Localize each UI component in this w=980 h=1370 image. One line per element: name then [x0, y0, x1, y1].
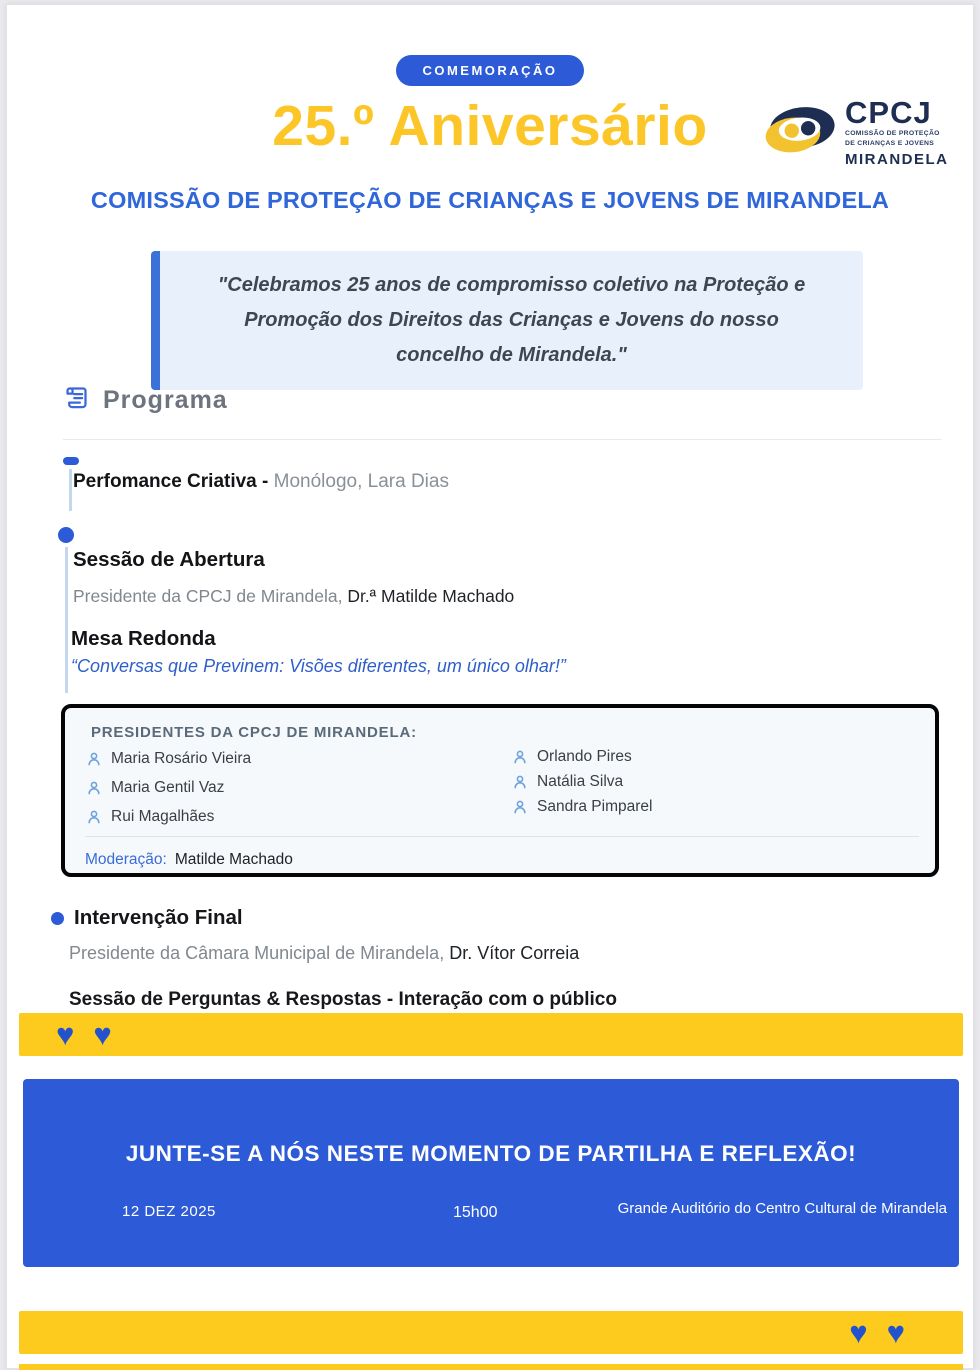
round-table-title: Mesa Redonda — [71, 627, 216, 650]
cpcj-logo-text — [845, 97, 949, 167]
poster-page — [6, 4, 974, 1369]
moderation-name: Matilde Machado — [174, 851, 293, 868]
speaker-prefix: Presidente da CPCJ de Mirandela, — [73, 586, 348, 606]
president-item — [513, 748, 632, 766]
program-item-performance-title: Perfomance Criativa - — [73, 471, 274, 492]
heart-icon: ♥ — [886, 1315, 905, 1350]
logo-line2: DE CRIANÇAS E JOVENS — [845, 139, 935, 147]
president-name: Natália Silva — [537, 773, 624, 790]
timeline-dash-marker — [63, 457, 79, 465]
bullet-dot-icon — [51, 912, 64, 925]
person-icon — [87, 752, 101, 766]
opening-session-speaker — [73, 586, 514, 607]
qa-session-title: Sessão de Perguntas & Respostas - Interação com o público — [69, 989, 617, 1010]
heart-icon: ♥ — [849, 1315, 868, 1350]
commemoration-badge: COMEMORAÇÃO — [396, 55, 583, 86]
banner-cta: JUNTE-SE A NÓS NESTE MOMENTO DE PARTILHA E REFLEXÃO! — [125, 1141, 857, 1166]
org-subtitle: COMISSÃO DE PROTEÇÃO DE CRIANÇAS E JOVENS DE MIRANDELA — [90, 187, 890, 213]
final-intervention-title — [51, 906, 243, 930]
program-item-performance — [73, 471, 449, 493]
speaker-prefix: Presidente da Câmara Municipal de Mirandela, — [69, 943, 450, 963]
presidents-box — [61, 704, 939, 877]
president-name: Orlando Pires — [537, 748, 632, 765]
presidents-separator — [85, 836, 919, 837]
round-table-theme: “Conversas que Previnem: Visões diferentes, um único olhar!” — [71, 656, 566, 676]
timeline-line — [65, 547, 68, 693]
logo-acronym: CPCJ — [845, 95, 932, 130]
president-item — [87, 779, 224, 797]
opening-session-title: Sessão de Abertura — [73, 548, 265, 571]
person-icon — [87, 810, 101, 824]
scroll-icon — [63, 384, 90, 416]
event-banner — [23, 1079, 959, 1267]
president-item — [513, 773, 623, 791]
yellow-divider-bar — [19, 1013, 963, 1056]
person-icon — [513, 750, 527, 764]
event-date: 12 DEZ 2025 — [122, 1203, 216, 1220]
event-title: 25.º Aniversário — [272, 94, 708, 158]
person-icon — [513, 775, 527, 789]
timeline-dot-marker — [58, 527, 74, 543]
president-item — [513, 798, 652, 816]
yellow-divider-bar — [19, 1311, 963, 1354]
final-intervention-speaker — [69, 943, 579, 964]
heart-icon: ♥ — [56, 1017, 75, 1052]
bottom-yellow-strip — [19, 1364, 963, 1370]
presidents-heading: PRESIDENTES DA CPCJ DE MIRANDELA: — [91, 724, 417, 741]
program-heading — [63, 384, 228, 416]
final-intervention-label: Intervenção Final — [74, 906, 243, 929]
president-name: Maria Gentil Vaz — [111, 779, 225, 796]
president-name: Sandra Pimparel — [537, 798, 653, 815]
person-icon — [513, 800, 527, 814]
program-item-performance-detail: Monólogo, Lara Dias — [273, 471, 449, 492]
event-location: Grande Auditório do Centro Cultural de Mirandela — [617, 1200, 947, 1217]
person-icon — [87, 781, 101, 795]
president-item — [87, 750, 251, 768]
program-heading-label: Programa — [103, 385, 228, 414]
president-name: Maria Rosário Vieira — [111, 750, 252, 767]
speaker-name: Dr. Vítor Correia — [449, 943, 580, 963]
event-time: 15h00 — [453, 1204, 498, 1221]
moderation-row — [85, 851, 293, 869]
badge-row — [7, 55, 973, 86]
moderation-label: Moderação: — [85, 851, 167, 868]
quote-block: "Celebramos 25 anos de compromisso coletivo na Proteção e Promoção dos Direitos das Crianças e Jovens do nosso concelho de Mirandela." — [151, 251, 863, 390]
timeline-line — [69, 469, 72, 511]
logo-line1: COMISSÃO DE PROTEÇÃO — [845, 130, 940, 137]
president-item — [87, 808, 214, 826]
speaker-name: Dr.ª Matilde Machado — [347, 586, 515, 606]
president-name: Rui Magalhães — [111, 808, 215, 825]
heart-icon: ♥ — [93, 1017, 112, 1052]
cpcj-logo — [765, 97, 947, 167]
program-separator — [63, 439, 941, 440]
logo-city: MIRANDELA — [845, 150, 949, 168]
cpcj-logo-mark-icon — [765, 100, 837, 163]
